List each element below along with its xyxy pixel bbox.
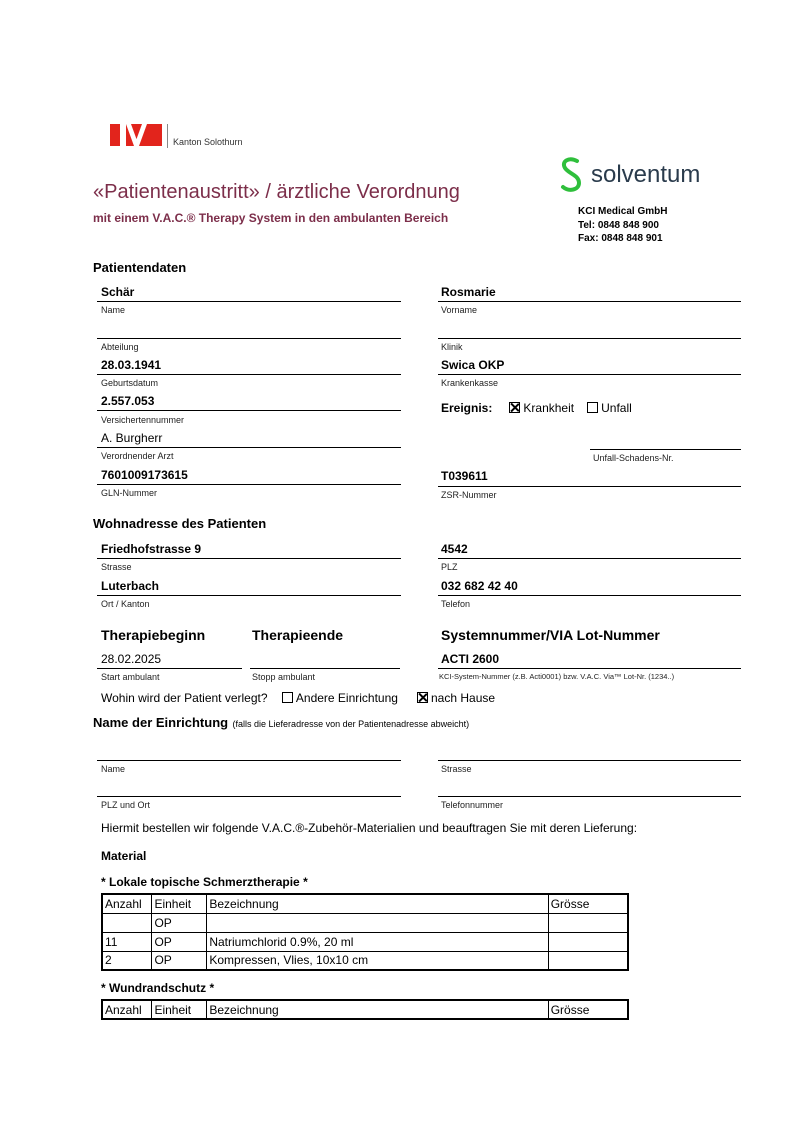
gln-line [97, 484, 401, 485]
header-bezeichnung: Bezeichnung [207, 1000, 548, 1019]
header-groesse: Grösse [548, 1000, 628, 1019]
abteilung-line [97, 338, 401, 339]
unfall-schaden-line [590, 449, 741, 450]
versichertennummer-line [97, 410, 401, 411]
arzt-line [97, 447, 401, 448]
material-table-schmerztherapie [101, 893, 629, 971]
cell-einheit[interactable]: OP [152, 932, 207, 951]
arzt-label: Verordnender Arzt [101, 451, 174, 461]
company-fax: Fax: 0848 848 901 [578, 233, 663, 244]
solventum-logo-icon [557, 155, 587, 195]
klinik-line [438, 338, 741, 339]
cell-bezeichnung[interactable] [207, 913, 548, 932]
strasse-label: Strasse [101, 562, 132, 572]
unfall-label: Unfall [601, 401, 632, 415]
cell-anzahl[interactable]: 11 [102, 932, 152, 951]
strasse-value[interactable]: Friedhofstrasse 9 [101, 542, 202, 556]
abteilung-label: Abteilung [101, 342, 139, 352]
table-row [102, 951, 628, 970]
material-title: Material [101, 849, 147, 863]
einrichtung-header [93, 714, 469, 732]
plz-label: PLZ [441, 562, 458, 572]
krankheit-checkbox[interactable] [509, 402, 520, 413]
ereignis-label: Ereignis: [441, 401, 493, 415]
andere-einrichtung-label: Andere Einrichtung [295, 691, 398, 705]
therapieende-title: Therapieende [252, 627, 344, 643]
systemnummer-line [438, 668, 741, 669]
kanton-logo [110, 124, 162, 146]
zsr-label: ZSR-Nummer [441, 490, 497, 500]
nach-hause-checkbox[interactable] [417, 692, 428, 703]
einrichtung-plz-line[interactable] [97, 796, 401, 797]
einrichtung-title: Name der Einrichtung [93, 715, 229, 730]
document-title: «Patientenaustritt» / ärztliche Verordnung [93, 181, 460, 203]
header-anzahl: Anzahl [102, 894, 152, 913]
therapiebeginn-value[interactable]: 28.02.2025 [101, 652, 162, 666]
krankheit-label: Krankheit [523, 401, 575, 415]
einrichtung-name-label: Name [101, 764, 126, 774]
vorname-label: Vorname [441, 305, 478, 315]
cell-einheit[interactable]: OP [152, 951, 207, 970]
header-bezeichnung: Bezeichnung [207, 894, 548, 913]
systemnummer-title: Systemnummer/VIA Lot-Nummer [441, 627, 660, 643]
cell-groesse[interactable] [548, 951, 628, 970]
einrichtung-strasse-label: Strasse [441, 764, 472, 774]
section-wohnadresse: Wohnadresse des Patienten [93, 516, 267, 531]
therapiebeginn-line [97, 668, 242, 669]
telefon-line [438, 595, 741, 596]
cell-einheit[interactable]: OP [152, 913, 207, 932]
vorname-line [438, 301, 741, 302]
table-header-row [102, 1000, 628, 1019]
verlegt-row [101, 691, 495, 705]
einrichtung-name-line[interactable] [97, 760, 401, 761]
plz-line [438, 558, 741, 559]
verlegt-question: Wohin wird der Patient verlegt? [101, 691, 268, 705]
nach-hause-label: nach Hause [431, 691, 496, 705]
header-anzahl: Anzahl [102, 1000, 152, 1019]
telefon-value[interactable]: 032 682 42 40 [441, 579, 518, 593]
therapieende-line [250, 668, 400, 669]
zsr-line [438, 486, 741, 487]
einrichtung-plz-label: PLZ und Ort [101, 800, 151, 810]
systemnummer-value[interactable]: ACTI 2600 [441, 652, 500, 666]
arzt-value[interactable]: A. Burgherr [101, 431, 163, 445]
krankenkasse-line [438, 374, 741, 375]
andere-einrichtung-checkbox[interactable] [282, 692, 293, 703]
einrichtung-note: (falls die Lieferadresse von der Patientenadresse abweicht) [232, 719, 470, 729]
material-table-wundrandschutz [101, 999, 629, 1020]
klinik-label: Klinik [441, 342, 463, 352]
unfall-schaden-label: Unfall-Schadens-Nr. [593, 453, 674, 463]
header-einheit: Einheit [152, 894, 207, 913]
gln-value[interactable]: 7601009173615 [101, 468, 188, 482]
einrichtung-telefon-label: Telefonnummer [441, 800, 504, 810]
cell-groesse[interactable] [548, 932, 628, 951]
document-subtitle: mit einem V.A.C.® Therapy System in den ambulanten Bereich [93, 211, 449, 225]
header-einheit: Einheit [152, 1000, 207, 1019]
einrichtung-strasse-line[interactable] [438, 760, 741, 761]
geburtsdatum-line [97, 374, 401, 375]
vorname-value[interactable]: Rosmarie [441, 285, 496, 299]
plz-value[interactable]: 4542 [441, 542, 468, 556]
table-row [102, 932, 628, 951]
therapiebeginn-title: Therapiebeginn [101, 627, 206, 643]
company-tel: Tel: 0848 848 900 [578, 220, 659, 231]
section-patientendaten: Patientendaten [93, 260, 187, 275]
name-line [97, 301, 401, 302]
canton-name: Kanton Solothurn [173, 137, 243, 147]
cell-anzahl[interactable] [102, 913, 152, 932]
name-value[interactable]: Schär [101, 285, 135, 299]
logo-divider [167, 124, 168, 148]
cell-anzahl[interactable]: 2 [102, 951, 152, 970]
ereignis-row [441, 401, 632, 415]
cell-bezeichnung[interactable]: Kompressen, Vlies, 10x10 cm [207, 951, 548, 970]
geburtsdatum-value[interactable]: 28.03.1941 [101, 358, 162, 372]
ort-value[interactable]: Luterbach [101, 579, 160, 593]
table-header-row [102, 894, 628, 913]
einrichtung-telefon-line[interactable] [438, 796, 741, 797]
geburtsdatum-label: Geburtsdatum [101, 378, 159, 388]
telefon-label: Telefon [441, 599, 471, 609]
therapiebeginn-label: Start ambulant [101, 672, 160, 682]
cell-groesse[interactable] [548, 913, 628, 932]
ort-line [97, 595, 401, 596]
order-text: Hiermit bestellen wir folgende V.A.C.®-Zubehör-Materialien und beauftragen Sie mit deren Lieferung: [101, 821, 638, 835]
ort-label: Ort / Kanton [101, 599, 150, 609]
versichertennummer-label: Versichertennummer [101, 415, 185, 425]
krankenkasse-label: Krankenkasse [441, 378, 499, 388]
zsr-value[interactable]: T039611 [441, 469, 488, 483]
cell-bezeichnung[interactable]: Natriumchlorid 0.9%, 20 ml [207, 932, 548, 951]
strasse-line [97, 558, 401, 559]
gln-label: GLN-Nummer [101, 488, 158, 498]
name-label: Name [101, 305, 126, 315]
versichertennummer-value[interactable]: 2.557.053 [101, 394, 155, 408]
header-groesse: Grösse [548, 894, 628, 913]
table-row [102, 913, 628, 932]
company-name: KCI Medical GmbH [578, 206, 668, 217]
table2-title: * Wundrandschutz * [101, 981, 215, 995]
table1-title: * Lokale topische Schmerztherapie * [101, 875, 308, 889]
unfall-checkbox[interactable] [587, 402, 598, 413]
brand-name: solventum [591, 161, 701, 188]
krankenkasse-value[interactable]: Swica OKP [441, 358, 505, 372]
therapieende-label: Stopp ambulant [252, 672, 316, 682]
systemnummer-label: KCI-System-Nummer (z.B. Acti0001) bzw. V.A.C. Via™ Lot-Nr. (1234..) [439, 672, 675, 681]
